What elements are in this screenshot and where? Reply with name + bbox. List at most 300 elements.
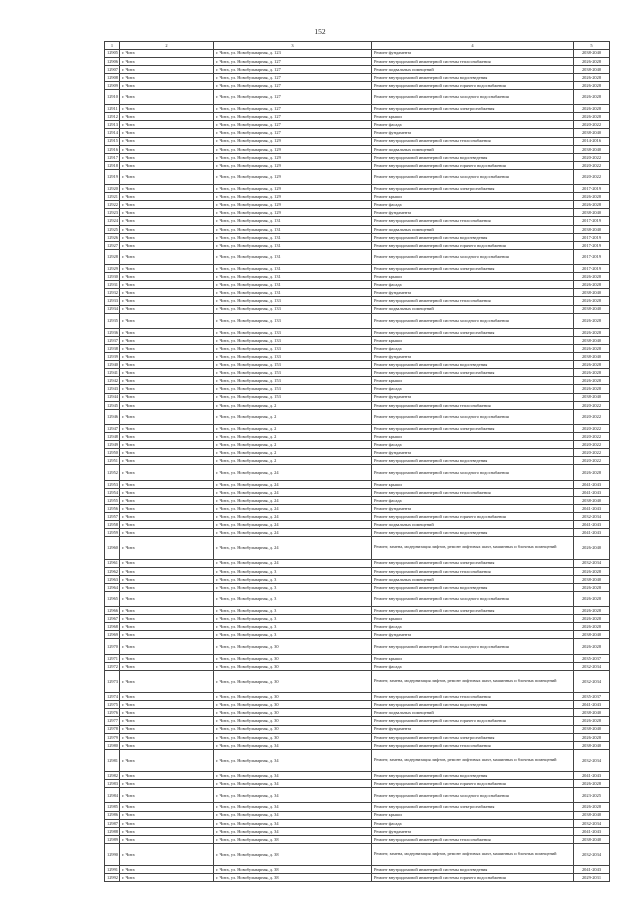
cell-municipality: г. Чита: [120, 361, 214, 369]
cell-municipality: г. Чита: [120, 297, 214, 305]
cell-period: 2026-2028: [574, 201, 610, 209]
cell-municipality: г. Чита: [120, 465, 214, 480]
cell-row-number: 12953: [105, 480, 120, 488]
cell-period: 2026-2028: [574, 73, 610, 81]
table-row: [105, 353, 610, 361]
cell-address: г. Чита, ул. Новобульварная, д. 24: [214, 504, 372, 512]
cell-work-type: Ремонт внутридомовой инженерной системы горячего водоснабжения: [372, 717, 574, 725]
cell-work-type: Ремонт фасада: [372, 441, 574, 449]
cell-period: 2020-2022: [574, 441, 610, 449]
cell-period: 2041-2043: [574, 772, 610, 780]
table-row: [105, 788, 610, 803]
cell-municipality: г. Чита: [120, 521, 214, 529]
table-row: [105, 336, 610, 344]
cell-municipality: г. Чита: [120, 567, 214, 575]
cell-period: 2020-2022: [574, 449, 610, 457]
cell-work-type: Ремонт, замена, модернизация лифтов, ремонт лифтовых шахт, машинных и блочных помещений: [372, 670, 574, 692]
cell-address: г. Чита, ул. Новобульварная, д. 34: [214, 827, 372, 835]
cell-work-type: Ремонт внутридомовой инженерной системы теплоснабжения: [372, 401, 574, 409]
cell-address: г. Чита, ул. Новобульварная, д. 34: [214, 741, 372, 749]
cell-row-number: 12925: [105, 225, 120, 233]
cell-work-type: Ремонт внутридомовой инженерной системы холодного водоснабжения: [372, 591, 574, 606]
cell-row-number: 12912: [105, 113, 120, 121]
cell-work-type: Ремонт внутридомовой инженерной системы холодного водоснабжения: [372, 409, 574, 424]
table-row: [105, 749, 610, 771]
cell-period: 2026-2028: [574, 193, 610, 201]
table-row: [105, 193, 610, 201]
cell-work-type: Ремонт фундамента: [372, 393, 574, 401]
cell-municipality: г. Чита: [120, 281, 214, 289]
table-row: [105, 433, 610, 441]
cell-work-type: Ремонт фасада: [372, 121, 574, 129]
cell-address: г. Чита, ул. Новобульварная, д. 133: [214, 336, 372, 344]
cell-address: г. Чита, ул. Новобульварная, д. 131: [214, 289, 372, 297]
cell-work-type: Ремонт внутридомовой инженерной системы горячего водоснабжения: [372, 81, 574, 89]
table-row: [105, 639, 610, 654]
cell-work-type: Ремонт внутридомовой инженерной системы горячего водоснабжения: [372, 161, 574, 169]
cell-address: г. Чита, ул. Новобульварная, д. 133: [214, 328, 372, 336]
cell-period: 2020-2022: [574, 424, 610, 432]
cell-row-number: 12955: [105, 496, 120, 504]
table-row: [105, 701, 610, 709]
cell-address: г. Чита, ул. Новобульварная, д. 129: [214, 161, 372, 169]
cell-address: г. Чита, ул. Новобульварная, д. 2: [214, 433, 372, 441]
cell-address: г. Чита, ул. Новобульварная, д. 24: [214, 529, 372, 537]
cell-work-type: Ремонт фундамента: [372, 209, 574, 217]
cell-work-type: Ремонт крыши: [372, 336, 574, 344]
cell-address: г. Чита, ул. Новобульварная, д. 24: [214, 496, 372, 504]
cell-work-type: Ремонт внутридомовой инженерной системы теплоснабжения: [372, 137, 574, 145]
table-row: [105, 209, 610, 217]
cell-address: г. Чита, ул. Новобульварная, д. 38: [214, 835, 372, 843]
cell-period: 2032-2034: [574, 559, 610, 567]
cell-row-number: 12978: [105, 725, 120, 733]
cell-municipality: г. Чита: [120, 631, 214, 639]
cell-municipality: г. Чита: [120, 265, 214, 273]
cell-work-type: Ремонт подвальных помещений: [372, 225, 574, 233]
cell-period: 2032-2034: [574, 749, 610, 771]
cell-period: 2032-2034: [574, 512, 610, 520]
cell-address: г. Чита, ул. Новобульварная, д. 34: [214, 803, 372, 811]
cell-period: 2038-2040: [574, 631, 610, 639]
cell-address: г. Чита, ул. Новобульварная, д. 34: [214, 819, 372, 827]
cell-work-type: Ремонт внутридомовой инженерной системы теплоснабжения: [372, 835, 574, 843]
table-row: [105, 529, 610, 537]
cell-period: 2017-2019: [574, 249, 610, 264]
table-row: [105, 81, 610, 89]
cell-address: г. Чита, ул. Новобульварная, д. 127: [214, 81, 372, 89]
cell-period: 2026-2028: [574, 369, 610, 377]
cell-address: г. Чита, ул. Новобульварная, д. 133: [214, 344, 372, 352]
cell-period: 2029-2031: [574, 874, 610, 882]
cell-row-number: 12969: [105, 631, 120, 639]
cell-address: г. Чита, ул. Новобульварная, д. 129: [214, 137, 372, 145]
cell-row-number: 12950: [105, 449, 120, 457]
table-row: [105, 465, 610, 480]
cell-row-number: 12910: [105, 89, 120, 104]
cell-work-type: Ремонт фундамента: [372, 449, 574, 457]
table-row: [105, 153, 610, 161]
cell-address: г. Чита, ул. Новобульварная, д. 2: [214, 401, 372, 409]
cell-work-type: Ремонт внутридомовой инженерной системы теплоснабжения: [372, 217, 574, 225]
cell-work-type: Ремонт внутридомовой инженерной системы водоотведения: [372, 233, 574, 241]
cell-row-number: 12941: [105, 369, 120, 377]
cell-row-number: 12981: [105, 749, 120, 771]
cell-address: г. Чита, ул. Новобульварная, д. 2: [214, 449, 372, 457]
cell-work-type: Ремонт крыши: [372, 193, 574, 201]
cell-row-number: 12990: [105, 843, 120, 865]
cell-work-type: Ремонт фундамента: [372, 353, 574, 361]
cell-address: г. Чита, ул. Новобульварная, д. 24: [214, 512, 372, 520]
column-header: 4: [372, 42, 574, 50]
cell-address: г. Чита, ул. Новобульварная, д. 129: [214, 153, 372, 161]
cell-municipality: г. Чита: [120, 385, 214, 393]
cell-period: 2038-2040: [574, 129, 610, 137]
cell-period: 2026-2028: [574, 81, 610, 89]
cell-work-type: Ремонт внутридомовой инженерной системы электроснабжения: [372, 733, 574, 741]
cell-work-type: Ремонт подвальных помещений: [372, 145, 574, 153]
table-row: [105, 591, 610, 606]
cell-municipality: г. Чита: [120, 81, 214, 89]
cell-municipality: г. Чита: [120, 161, 214, 169]
cell-row-number: 12980: [105, 741, 120, 749]
cell-row-number: 12966: [105, 607, 120, 615]
cell-row-number: 12935: [105, 313, 120, 328]
table-row: [105, 137, 610, 145]
cell-address: г. Чита, ул. Новобульварная, д. 30: [214, 725, 372, 733]
table-row: [105, 361, 610, 369]
table-row: [105, 835, 610, 843]
table-row: [105, 121, 610, 129]
table-row: [105, 615, 610, 623]
cell-work-type: Ремонт внутридомовой инженерной системы электроснабжения: [372, 424, 574, 432]
cell-period: 2026-2028: [574, 623, 610, 631]
cell-municipality: г. Чита: [120, 353, 214, 361]
cell-period: 2041-2043: [574, 529, 610, 537]
cell-period: 2023-2025: [574, 788, 610, 803]
table-row: [105, 559, 610, 567]
cell-row-number: 12943: [105, 385, 120, 393]
cell-address: г. Чита, ул. Новобульварная, д. 3: [214, 615, 372, 623]
table-row: [105, 780, 610, 788]
cell-row-number: 12954: [105, 488, 120, 496]
cell-period: 2041-2043: [574, 488, 610, 496]
cell-period: 2020-2022: [574, 409, 610, 424]
table-body: [105, 42, 610, 882]
cell-municipality: г. Чита: [120, 749, 214, 771]
table-row: [105, 401, 610, 409]
table-row: [105, 273, 610, 281]
cell-address: г. Чита, ул. Новобульварная, д. 153: [214, 385, 372, 393]
cell-address: г. Чита, ул. Новобульварная, д. 3: [214, 567, 372, 575]
cell-work-type: Ремонт внутридомовой инженерной системы водоотведения: [372, 361, 574, 369]
table-row: [105, 733, 610, 741]
cell-period: 2035-2037: [574, 693, 610, 701]
table-row: [105, 113, 610, 121]
cell-work-type: Ремонт, замена, модернизация лифтов, ремонт лифтовых шахт, машинных и блочных помещений: [372, 843, 574, 865]
cell-address: г. Чита, ул. Новобульварная, д. 30: [214, 654, 372, 662]
cell-period: 2038-2040: [574, 289, 610, 297]
cell-period: 2041-2043: [574, 701, 610, 709]
cell-address: г. Чита, ул. Новобульварная, д. 127: [214, 113, 372, 121]
table-row: [105, 73, 610, 81]
cell-address: г. Чита, ул. Новобульварная, д. 129: [214, 193, 372, 201]
cell-address: г. Чита, ул. Новобульварная, д. 153: [214, 361, 372, 369]
cell-municipality: г. Чита: [120, 433, 214, 441]
cell-address: г. Чита, ул. Новобульварная, д. 34: [214, 811, 372, 819]
cell-period: 2026-2028: [574, 717, 610, 725]
cell-row-number: 12908: [105, 73, 120, 81]
table-row: [105, 567, 610, 575]
cell-address: г. Чита, ул. Новобульварная, д. 153: [214, 377, 372, 385]
table-row: [105, 105, 610, 113]
table-row: [105, 369, 610, 377]
cell-address: г. Чита, ул. Новобульварная, д. 24: [214, 537, 372, 559]
cell-row-number: 12963: [105, 575, 120, 583]
cell-period: 2026-2028: [574, 465, 610, 480]
cell-row-number: 12987: [105, 819, 120, 827]
table-row: [105, 281, 610, 289]
cell-municipality: г. Чита: [120, 201, 214, 209]
cell-municipality: г. Чита: [120, 559, 214, 567]
cell-address: г. Чита, ул. Новобульварная, д. 153: [214, 369, 372, 377]
cell-municipality: г. Чита: [120, 725, 214, 733]
cell-work-type: Ремонт внутридомовой инженерной системы электроснабжения: [372, 185, 574, 193]
cell-municipality: г. Чита: [120, 615, 214, 623]
cell-municipality: г. Чита: [120, 457, 214, 465]
cell-work-type: Ремонт подвальных помещений: [372, 521, 574, 529]
cell-row-number: 12916: [105, 145, 120, 153]
cell-municipality: г. Чита: [120, 788, 214, 803]
cell-municipality: г. Чита: [120, 496, 214, 504]
cell-municipality: г. Чита: [120, 843, 214, 865]
cell-row-number: 12951: [105, 457, 120, 465]
table-row: [105, 169, 610, 184]
table-row: [105, 297, 610, 305]
cell-municipality: г. Чита: [120, 575, 214, 583]
cell-period: 2041-2043: [574, 866, 610, 874]
table-row: [105, 344, 610, 352]
cell-municipality: г. Чита: [120, 209, 214, 217]
cell-address: г. Чита, ул. Новобульварная, д. 24: [214, 480, 372, 488]
cell-row-number: 12988: [105, 827, 120, 835]
cell-municipality: г. Чита: [120, 424, 214, 432]
cell-municipality: г. Чита: [120, 709, 214, 717]
table-row: [105, 504, 610, 512]
cell-municipality: г. Чита: [120, 623, 214, 631]
cell-row-number: 12984: [105, 788, 120, 803]
cell-address: г. Чита, ул. Новобульварная, д. 38: [214, 866, 372, 874]
cell-municipality: г. Чита: [120, 89, 214, 104]
cell-work-type: Ремонт внутридомовой инженерной системы холодного водоснабжения: [372, 169, 574, 184]
cell-address: г. Чита, ул. Новобульварная, д. 127: [214, 121, 372, 129]
cell-period: 2041-2043: [574, 827, 610, 835]
table-row: [105, 874, 610, 882]
cell-work-type: Ремонт внутридомовой инженерной системы горячего водоснабжения: [372, 241, 574, 249]
cell-period: 2020-2022: [574, 169, 610, 184]
cell-work-type: Ремонт фундамента: [372, 504, 574, 512]
table-row: [105, 725, 610, 733]
cell-period: 2038-2040: [574, 225, 610, 233]
cell-work-type: Ремонт внутридомовой инженерной системы водоотведения: [372, 529, 574, 537]
table-row: [105, 185, 610, 193]
cell-address: г. Чита, ул. Новобульварная, д. 129: [214, 185, 372, 193]
cell-work-type: Ремонт фасада: [372, 201, 574, 209]
cell-municipality: г. Чита: [120, 693, 214, 701]
cell-work-type: Ремонт внутридомовой инженерной системы теплоснабжения: [372, 741, 574, 749]
cell-period: 2038-2040: [574, 49, 610, 57]
cell-period: 2020-2022: [574, 433, 610, 441]
cell-period: 2035-2037: [574, 654, 610, 662]
cell-municipality: г. Чита: [120, 313, 214, 328]
table-row: [105, 866, 610, 874]
cell-work-type: Ремонт внутридомовой инженерной системы холодного водоснабжения: [372, 465, 574, 480]
column-header: 3: [214, 42, 372, 50]
cell-municipality: г. Чита: [120, 654, 214, 662]
cell-work-type: Ремонт внутридомовой инженерной системы теплоснабжения: [372, 57, 574, 65]
cell-municipality: г. Чита: [120, 169, 214, 184]
cell-row-number: 12917: [105, 153, 120, 161]
table-row: [105, 717, 610, 725]
cell-row-number: 12922: [105, 201, 120, 209]
cell-work-type: Ремонт крыши: [372, 654, 574, 662]
table-row: [105, 772, 610, 780]
cell-row-number: 12945: [105, 401, 120, 409]
cell-row-number: 12928: [105, 249, 120, 264]
table-row: [105, 819, 610, 827]
cell-row-number: 12965: [105, 591, 120, 606]
table-row: [105, 201, 610, 209]
cell-address: г. Чита, ул. Новобульварная, д. 131: [214, 265, 372, 273]
table-row: [105, 424, 610, 432]
cell-work-type: Ремонт фундамента: [372, 129, 574, 137]
cell-municipality: г. Чита: [120, 741, 214, 749]
cell-municipality: г. Чита: [120, 803, 214, 811]
cell-address: г. Чита, ул. Новобульварная, д. 24: [214, 521, 372, 529]
cell-row-number: 12970: [105, 639, 120, 654]
cell-municipality: г. Чита: [120, 819, 214, 827]
cell-municipality: г. Чита: [120, 662, 214, 670]
cell-work-type: Ремонт крыши: [372, 377, 574, 385]
cell-address: г. Чита, ул. Новобульварная, д. 30: [214, 670, 372, 692]
cell-address: г. Чита, ул. Новобульварная, д. 129: [214, 201, 372, 209]
column-header: 1: [105, 42, 120, 50]
cell-address: г. Чита, ул. Новобульварная, д. 34: [214, 788, 372, 803]
cell-row-number: 12906: [105, 57, 120, 65]
table-row: [105, 409, 610, 424]
cell-address: г. Чита, ул. Новобульварная, д. 133: [214, 305, 372, 313]
table-row: [105, 623, 610, 631]
cell-row-number: 12923: [105, 209, 120, 217]
cell-row-number: 12937: [105, 336, 120, 344]
cell-address: г. Чита, ул. Новобульварная, д. 127: [214, 89, 372, 104]
cell-address: г. Чита, ул. Новобульварная, д. 3: [214, 607, 372, 615]
cell-row-number: 12957: [105, 512, 120, 520]
table-row: [105, 662, 610, 670]
cell-work-type: Ремонт подвальных помещений: [372, 575, 574, 583]
cell-address: г. Чита, ул. Новобульварная, д. 30: [214, 639, 372, 654]
cell-work-type: Ремонт подвальных помещений: [372, 65, 574, 73]
cell-municipality: г. Чита: [120, 811, 214, 819]
table-row: [105, 225, 610, 233]
cell-row-number: 12982: [105, 772, 120, 780]
cell-period: 2026-2028: [574, 273, 610, 281]
cell-municipality: г. Чита: [120, 733, 214, 741]
cell-municipality: г. Чита: [120, 121, 214, 129]
cell-row-number: 12959: [105, 529, 120, 537]
cell-period: 2038-2040: [574, 336, 610, 344]
cell-period: 2038-2040: [574, 65, 610, 73]
cell-address: г. Чита, ул. Новобульварная, д. 3: [214, 583, 372, 591]
cell-period: 2026-2028: [574, 313, 610, 328]
cell-municipality: г. Чита: [120, 670, 214, 692]
cell-period: 2017-2019: [574, 241, 610, 249]
cell-municipality: г. Чита: [120, 105, 214, 113]
column-header: 2: [120, 42, 214, 50]
cell-period: 2017-2019: [574, 265, 610, 273]
table-row: [105, 449, 610, 457]
cell-period: 2026-2028: [574, 297, 610, 305]
cell-address: г. Чита, ул. Новобульварная, д. 24: [214, 465, 372, 480]
cell-address: г. Чита, ул. Новобульварная, д. 30: [214, 709, 372, 717]
cell-period: 2020-2022: [574, 161, 610, 169]
cell-work-type: Ремонт крыши: [372, 433, 574, 441]
cell-row-number: 12907: [105, 65, 120, 73]
cell-municipality: г. Чита: [120, 772, 214, 780]
cell-municipality: г. Чита: [120, 866, 214, 874]
cell-work-type: Ремонт фасада: [372, 623, 574, 631]
cell-work-type: Ремонт, замена, модернизация лифтов, ремонт лифтовых шахт, машинных и блочных помещений: [372, 537, 574, 559]
table-row: [105, 65, 610, 73]
cell-work-type: Ремонт внутридомовой инженерной системы холодного водоснабжения: [372, 313, 574, 328]
cell-address: г. Чита, ул. Новобульварная, д. 127: [214, 57, 372, 65]
cell-municipality: г. Чита: [120, 591, 214, 606]
cell-municipality: г. Чита: [120, 137, 214, 145]
table-row: [105, 803, 610, 811]
cell-municipality: г. Чита: [120, 537, 214, 559]
cell-period: 2038-2040: [574, 209, 610, 217]
cell-row-number: 12968: [105, 623, 120, 631]
cell-row-number: 12918: [105, 161, 120, 169]
cell-municipality: г. Чита: [120, 441, 214, 449]
table-row: [105, 631, 610, 639]
cell-period: 2017-2019: [574, 217, 610, 225]
cell-period: 2026-2028: [574, 281, 610, 289]
cell-address: г. Чита, ул. Новобульварная, д. 133: [214, 353, 372, 361]
table-row: [105, 89, 610, 104]
cell-address: г. Чита, ул. Новобульварная, д. 30: [214, 693, 372, 701]
cell-period: 2026-2028: [574, 328, 610, 336]
cell-municipality: г. Чита: [120, 369, 214, 377]
cell-period: 2032-2034: [574, 819, 610, 827]
cell-row-number: 12927: [105, 241, 120, 249]
cell-row-number: 12911: [105, 105, 120, 113]
cell-address: г. Чита, ул. Новобульварная, д. 153: [214, 393, 372, 401]
cell-work-type: Ремонт внутридомовой инженерной системы горячего водоснабжения: [372, 874, 574, 882]
cell-work-type: Ремонт внутридомовой инженерной системы теплоснабжения: [372, 488, 574, 496]
cell-address: г. Чита, ул. Новобульварная, д. 24: [214, 488, 372, 496]
cell-work-type: Ремонт крыши: [372, 615, 574, 623]
cell-period: 2041-2043: [574, 504, 610, 512]
cell-address: г. Чита, ул. Новобульварная, д. 30: [214, 733, 372, 741]
cell-row-number: 12985: [105, 803, 120, 811]
cell-period: 2026-2028: [574, 803, 610, 811]
cell-municipality: г. Чита: [120, 305, 214, 313]
table-row: [105, 457, 610, 465]
cell-work-type: Ремонт внутридомовой инженерной системы водоотведения: [372, 153, 574, 161]
cell-work-type: Ремонт фасада: [372, 496, 574, 504]
cell-work-type: Ремонт внутридомовой инженерной системы теплоснабжения: [372, 297, 574, 305]
